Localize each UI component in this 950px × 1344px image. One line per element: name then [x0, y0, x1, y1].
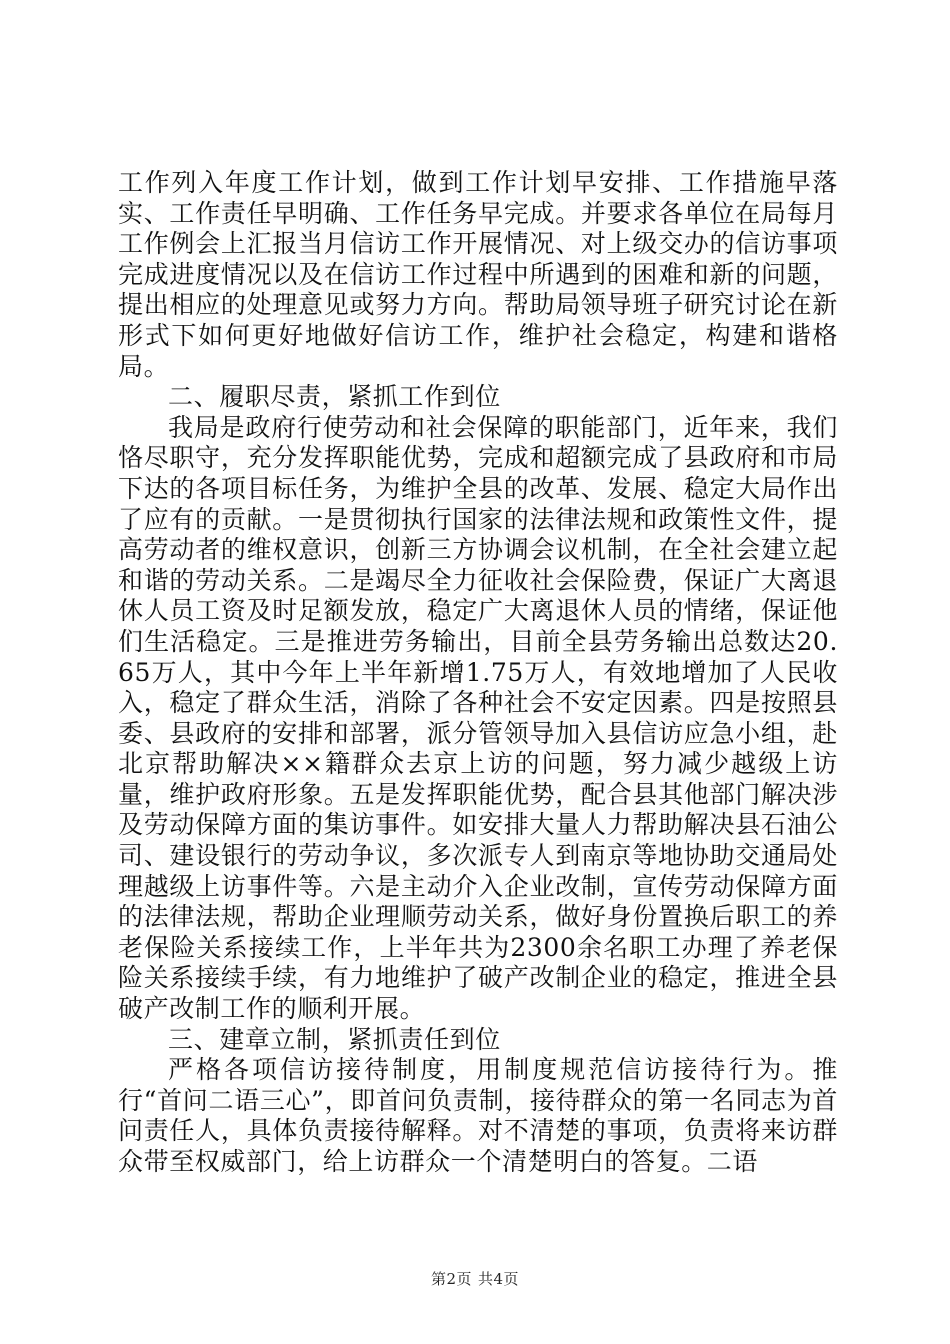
document-body — [118, 168, 838, 1178]
section-heading-2: 二、履职尽责，紧抓工作到位 — [168, 382, 501, 412]
page-footer — [0, 1268, 950, 1289]
paragraph-section-3: 严格各项信访接待制度，用制度规范信访接待行为。推行“首问二语三心”，即首问负责制，接待群众的第一名同志为首问责任人，具体负责接待解释。对不清楚的事项，负责将来访群众带至权威部门，给上访群众一个清楚明白的答复。二语 — [118, 1055, 838, 1176]
page-total: 共4页 — [478, 1270, 520, 1288]
page-number: 第2页 — [430, 1270, 472, 1288]
paragraph-continuation: 工作列入年度工作计划，做到工作计划早安排、工作措施早落实、工作责任早明确、工作任务早完成。并要求各单位在局每月工作例会上汇报当月信访工作开展情况、对上级交办的信访事项完成进度情况以及在信访工作过程中所遇到的困难和新的问题，提出相应的处理意见或努力方向。帮助局领导班子研究讨论在新形式下如何更好地做好信访工作，维护社会稳定，构建和谐格局。 — [118, 168, 838, 381]
paragraph-section-2: 我局是政府行使劳动和社会保障的职能部门，近年来，我们恪尽职守，充分发挥职能优势，完成和超额完成了县政府和市局下达的各项目标任务，为维护全县的改革、发展、稳定大局作出了应有的贡献。一是贯彻执行国家的法律法规和政策性文件，提高劳动者的维权意识，创新三方协调会议机制，在全社会建立起和谐的劳动关系。二是竭尽全力征收社会保险费，保证广大离退休人员工资及时足额发放，稳定广大离退休人员的情绪，保证他们生活稳定。三是推进劳务输出，目前全县劳务输出总数达20.65万人，其中今年上半年新增1.75万人，有效地增加了人民收入，稳定了群众生活，消除了各种社会不安定因素。四是按照县委、县政府的安排和部署，派分管领导加入县信访应急小组，赴北京帮助解决××籍群众去京上访的问题，努力减少越级上访量，维护政府形象。五是发挥职能优势，配合县其他部门解决涉及劳动保障方面的集访事件。如安排大量人力帮助解决县石油公司、建设银行的劳动争议，多次派专人到南京等地协助交通局处理越级上访事件等。六是主动介入企业改制，宣传劳动保障方面的法律法规，帮助企业理顺劳动关系，做好身份置换后职工的养老保险关系接续工作，上半年共为2300余名职工办理了养老保险关系接续手续，有力地维护了破产改制企业的稳定，推进全县破产改制工作的顺利开展。 — [118, 412, 838, 1024]
section-heading-3: 三、建章立制，紧抓责任到位 — [168, 1024, 501, 1054]
